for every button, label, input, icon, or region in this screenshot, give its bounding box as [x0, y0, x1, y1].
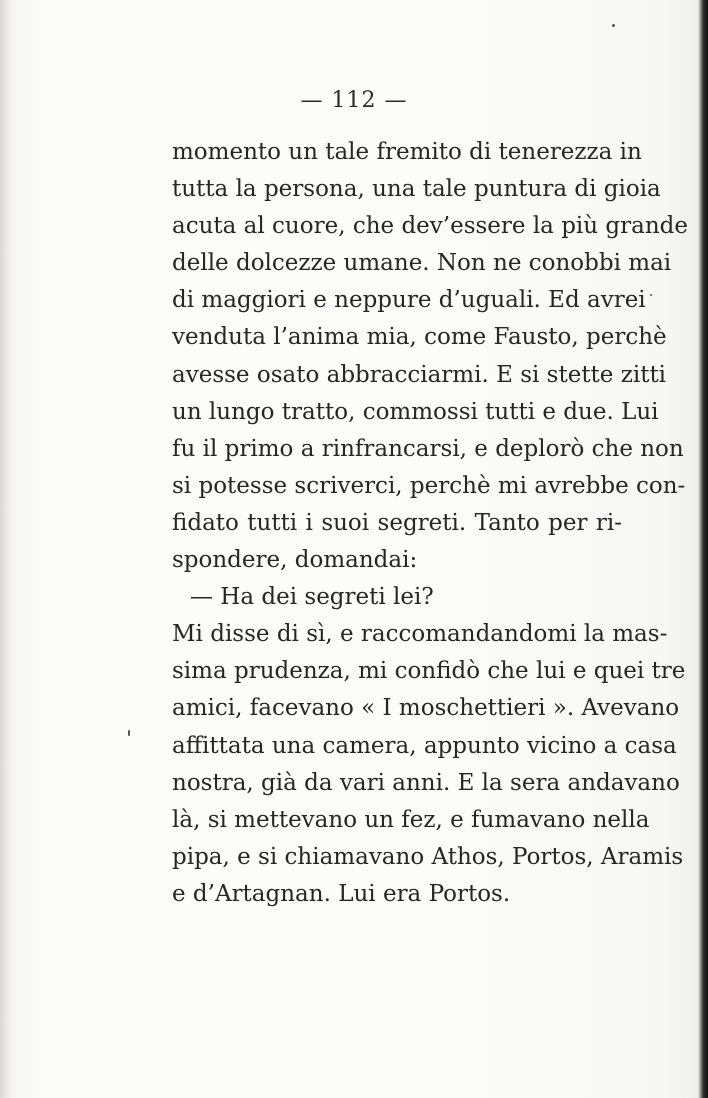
text-line: di maggiori e neppure d’uguali. Ed avrei	[172, 287, 646, 314]
text-line: nostra, già da vari anni. E la sera andavano	[172, 769, 680, 796]
text-line: tutta la persona, una tale puntura di gioia	[172, 176, 661, 203]
text-line: sima prudenza, mi confidò che lui e quei tre	[172, 658, 686, 685]
text-line: Mi disse di sì, e raccomandandomi la mas-	[172, 621, 668, 648]
page-right-edge	[698, 0, 708, 1098]
text-line: acuta al cuore, che dev’essere la più grande	[172, 213, 688, 240]
text-line: fu il primo a rinfrancarsi, e deplorò che non	[172, 435, 684, 462]
text-line: un lungo tratto, commossi tutti e due. Lui	[172, 398, 659, 425]
text-line: là, si mettevano un fez, e fumavano nella	[172, 806, 650, 833]
text-line: pipa, e si chiamavano Athos, Portos, Aramis	[172, 843, 684, 870]
page-number: — 112 —	[300, 88, 408, 113]
text-line: e d’Artagnan. Lui era Portos.	[172, 880, 511, 907]
paper-speck	[612, 24, 615, 27]
text-line: venduta l’anima mia, come Fausto, perchè	[172, 324, 667, 351]
text-line: amici, facevano « I moschettieri ». Avevano	[172, 695, 680, 722]
text-line: affittata una camera, appunto vicino a casa	[172, 732, 677, 759]
text-line: fidato tutti i suoi segreti. Tanto per ri-	[172, 509, 622, 536]
body-text	[172, 134, 688, 913]
text-line: avesse osato abbracciarmi. E si stette zitti	[172, 361, 667, 388]
text-line: momento un tale fremito di tenerezza in	[172, 139, 642, 165]
text-line: spondere, domandai:	[172, 547, 418, 574]
page-left-edge	[0, 0, 14, 1098]
text-line: si potesse scriverci, perchè mi avrebbe con-	[172, 472, 686, 499]
paper-speck	[650, 294, 652, 296]
dialogue-line: — Ha dei segreti lei?	[190, 584, 434, 611]
paper-speck	[128, 730, 130, 736]
text-line: delle dolcezze umane. Non ne conobbi mai	[172, 250, 672, 277]
